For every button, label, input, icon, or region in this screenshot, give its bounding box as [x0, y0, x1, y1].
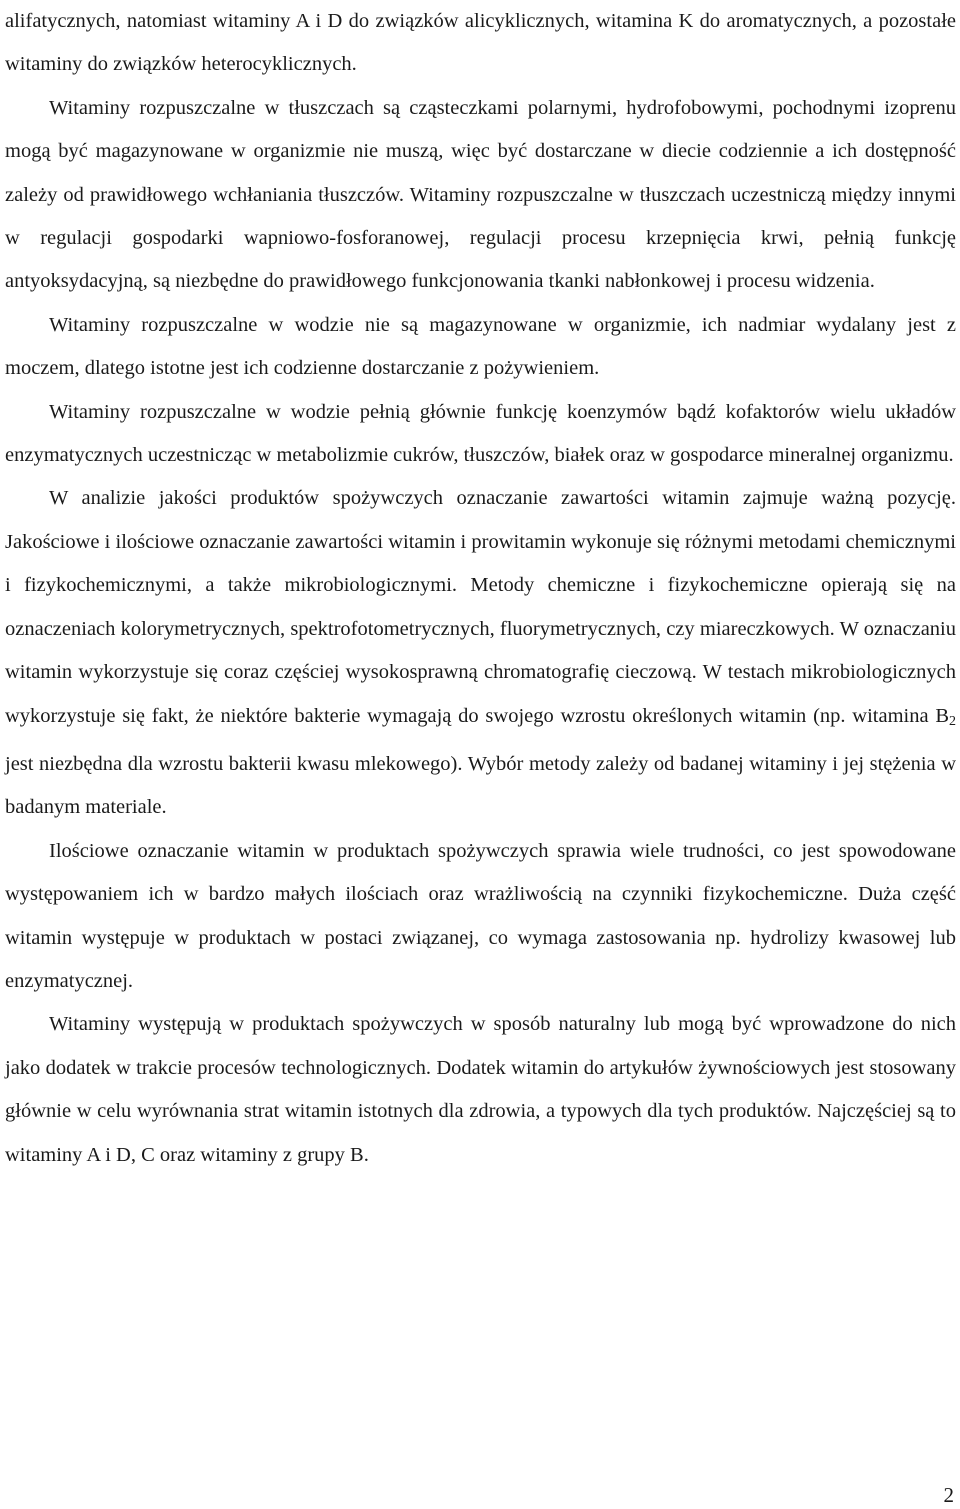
- paragraph-vitamin-fortification: Witaminy występują w produktach spożywczych w sposób naturalny lub mogą być wprowadzone do nich jako dodatek w trakcie procesów technologicznych. Dodatek witamin do artykułów żywnościowych jest stosowany głównie w celu wyrównania strat witamin istotnych dla zdrowia, a typowych dla tych produktów. Najczęściej są to witaminy A i D, C oraz witaminy z grupy B.: [5, 1013, 956, 1166]
- paragraph-continuation: alifatycznych, natomiast witaminy A i D do związków alicyklicznych, witamina K do aromatycznych, a pozostałe witaminy do związków heterocyklicznych.: [5, 10, 956, 76]
- paragraph-quantitative-difficulties: Ilościowe oznaczanie witamin w produktach spożywczych sprawia wiele trudności, co jest spowodowane występowaniem ich w bardzo małych ilościach oraz wrażliwością na czynniki fizykochemiczne. Duża część witamin występuje w produktach w postaci związanej, co wymaga zastosowania np. hydrolizy kwasowej lub enzymatycznej.: [5, 839, 956, 992]
- document-page: [5, 0, 956, 1177]
- paragraph-water-soluble-storage: Witaminy rozpuszczalne w wodzie nie są magazynowane w organizmie, ich nadmiar wydalany jest z moczem, dlatego istotne jest ich codzienne dostarczanie z pożywieniem.: [5, 313, 956, 380]
- vitamin-subscript: 2: [949, 713, 956, 729]
- page-number: 2: [943, 1483, 954, 1507]
- paragraph-fat-soluble-vitamins: Witaminy rozpuszczalne w tłuszczach są cząsteczkami polarnymi, hydrofobowymi, pochodnymi izoprenu mogą być magazynowane w organizmie nie muszą, więc być dostarczane w diecie codziennie a ich dostępność zależy od prawidłowego wchłaniania tłuszczów. Witaminy rozpuszczalne w tłuszczach uczestniczą między innymi w regulacji gospodarki wapniowo-fosforanowej, regulacji procesu krzepnięcia krwi, pełnią funkcję antyoksydacyjną, są niezbędne do prawidłowego funkcjonowania tkanki nabłonkowej i procesu widzenia.: [5, 96, 956, 293]
- paragraph-analysis-methods: [5, 477, 956, 829]
- paragraph-analysis-tail: jest niezbędna dla wzrostu bakterii kwasu mlekowego). Wybór metody zależy od badanej witaminy i jej stężenia w badanym materiale.: [5, 752, 956, 819]
- paragraph-analysis-text: W analizie jakości produktów spożywczych oznaczanie zawartości witamin zajmuje ważną pozycję. Jakościowe i ilościowe oznaczanie zawartości witamin i prowitamin wykonuje się różnymi metodami chemicznymi i fizykochemicznymi, a także mikrobiologicznymi. Metody chemiczne i fizykochemiczne opierają się na oznaczeniach kolorymetrycznych, spektrofotometrycznych, fluorymetrycznych, czy miareczkowych. W oznaczaniu witamin wykorzystuje się coraz częściej wysokosprawną chromatografię cieczową. W testach mikrobiologicznych wykorzystuje się fakt, że niektóre bakterie wymagają do swojego wzrostu określonych witamin (np. witamina B: [5, 487, 956, 727]
- paragraph-water-soluble-functions: Witaminy rozpuszczalne w wodzie pełnią głównie funkcję koenzymów bądź kofaktorów wielu układów enzymatycznych uczestnicząc w metabolizmie cukrów, tłuszczów, białek oraz w gospodarce mineralnej organizmu.: [5, 400, 956, 467]
